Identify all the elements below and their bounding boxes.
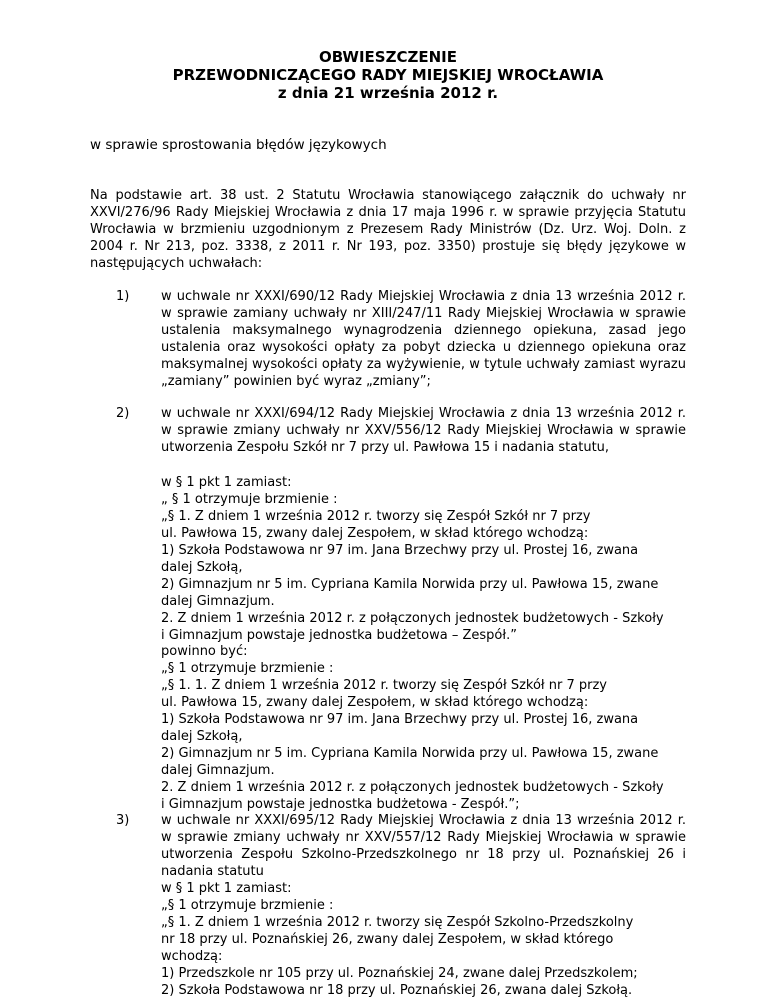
heading-issuer: PRZEWODNICZĄCEGO RADY MIEJSKIEJ WROCŁAWIA (172, 66, 604, 84)
quote-line: dalej Szkołą, (161, 560, 243, 575)
quote-line: dalej Gimnazjum. (161, 763, 275, 778)
quote-line: powinno być: (161, 644, 248, 659)
quote-line: 2. Z dniem 1 września 2012 r. z połączonych jednostek budżetowych - Szkoły (161, 780, 664, 795)
quote-line: dalej Szkołą, (161, 729, 243, 744)
quote-line: wchodzą: (161, 949, 223, 964)
document-heading (90, 48, 686, 102)
quote-line: 2) Gimnazjum nr 5 im. Cypriana Kamila Norwida przy ul. Pawłowa 15, zwane (161, 746, 659, 761)
quote-line: 2) Gimnazjum nr 5 im. Cypriana Kamila Norwida przy ul. Pawłowa 15, zwane (161, 577, 659, 592)
heading-date: z dnia 21 września 2012 r. (277, 84, 499, 102)
quote-line: „§ 1. Z dniem 1 września 2012 r. tworzy się Zespół Szkolno-Przedszkolny (161, 915, 634, 930)
quote-line: 2) Szkoła Podstawowa nr 18 przy ul. Poznańskiej 26, zwana dalej Szkołą. (161, 983, 633, 998)
quote-line: ul. Pawłowa 15, zwany dalej Zespołem, w skład którego wchodzą: (161, 526, 589, 541)
heading-title: OBWIESZCZENIE (319, 48, 457, 66)
quote-line: „§ 1 otrzymuje brzmienie : (161, 661, 334, 676)
quote-line: „§ 1. 1. Z dniem 1 września 2012 r. tworzy się Zespół Szkół nr 7 przy (161, 678, 607, 693)
quote-line: ul. Pawłowa 15, zwany dalej Zespołem, w skład którego wchodzą: (161, 695, 589, 710)
quote-line: dalej Gimnazjum. (161, 594, 275, 609)
quote-line: 2. Z dniem 1 września 2012 r. z połączonych jednostek budżetowych - Szkoły (161, 611, 664, 626)
item-2-text: w uchwale nr XXXI/694/12 Rady Miejskiej Wrocławia z dnia 13 września 2012 r. w sprawie zmiany uchwały nr XXV/556/12 Rady Miejskiej Wrocławia w sprawie utworzenia Zespołu Szkół nr 7 przy ul. Pawłowa 15 i nadania statutu, (161, 406, 686, 455)
document-subject: w sprawie sprostowania błędów językowych (90, 137, 387, 153)
quote-line: „ § 1 otrzymuje brzmienie : (161, 492, 338, 507)
item-3-number: 3) (116, 813, 130, 828)
item-2-should-be-block (161, 643, 686, 813)
item-3-text: w uchwale nr XXXI/695/12 Rady Miejskiej Wrocławia z dnia 13 września 2012 r. w sprawie zmiany uchwały nr XXV/557/12 Rady Miejskiej Wrocławia w sprawie utworzenia Zespołu Szkolno-Przedszkolnego nr 18 przy ul. Poznańskiej 26 i nadania statutu (161, 813, 686, 879)
quote-line: 1) Przedszkole nr 105 przy ul. Poznańskiej 24, zwane dalej Przedszkolem; (161, 966, 638, 981)
item-3-instead-block (161, 880, 686, 999)
quote-line: i Gimnazjum powstaje jednostka budżetowa - Zespół.”; (161, 797, 520, 812)
intro-paragraph: Na podstawie art. 38 ust. 2 Statutu Wrocławia stanowiącego załącznik do uchwały nr XXVI/276/96 Rady Miejskiej Wrocławia z dnia 17 maja 1996 r. w sprawie przyjęcia Statutu Wrocławia w brzmieniu uzgodnionym z Prezesem Rady Ministrów (Dz. Urz. Woj. Doln. z 2004 r. Nr 213, poz. 3338, z 2011 r. Nr 193, poz. 3350) prostuje się błędy językowe w następujących uchwałach: (90, 188, 686, 271)
quote-line: w § 1 pkt 1 zamiast: (161, 475, 292, 490)
item-2-instead-block (161, 474, 686, 644)
item-2-number: 2) (116, 406, 130, 421)
document-page (90, 0, 686, 998)
quote-line: 1) Szkoła Podstawowa nr 97 im. Jana Brzechwy przy ul. Prostej 16, zwana (161, 543, 639, 558)
quote-line: w § 1 pkt 1 zamiast: (161, 881, 292, 896)
quote-line: „§ 1. Z dniem 1 września 2012 r. tworzy się Zespół Szkół nr 7 przy (161, 509, 591, 524)
item-1-text: w uchwale nr XXXI/690/12 Rady Miejskiej Wrocławia z dnia 13 września 2012 r. w sprawie zamiany uchwały nr XIII/247/11 Rady Miejskiej Wrocławia w sprawie ustalenia maksymalnego wynagrodzenia dziennego opiekuna, zasad jego ustalenia oraz wysokości opłaty za pobyt dziecka u dziennego opiekuna oraz maksymalnej wysokości opłaty za wyżywienie, w tytule uchwały zamiast wyrazu „zamiany” powinien być wyraz „zmiany”; (161, 289, 686, 389)
quote-line: nr 18 przy ul. Poznańskiej 26, zwany dalej Zespołem, w skład którego (161, 932, 614, 947)
quote-line: 1) Szkoła Podstawowa nr 97 im. Jana Brzechwy przy ul. Prostej 16, zwana (161, 712, 639, 727)
quote-line: „§ 1 otrzymuje brzmienie : (161, 898, 334, 913)
item-1-number: 1) (116, 289, 130, 304)
quote-line: i Gimnazjum powstaje jednostka budżetowa – Zespół.” (161, 628, 517, 643)
